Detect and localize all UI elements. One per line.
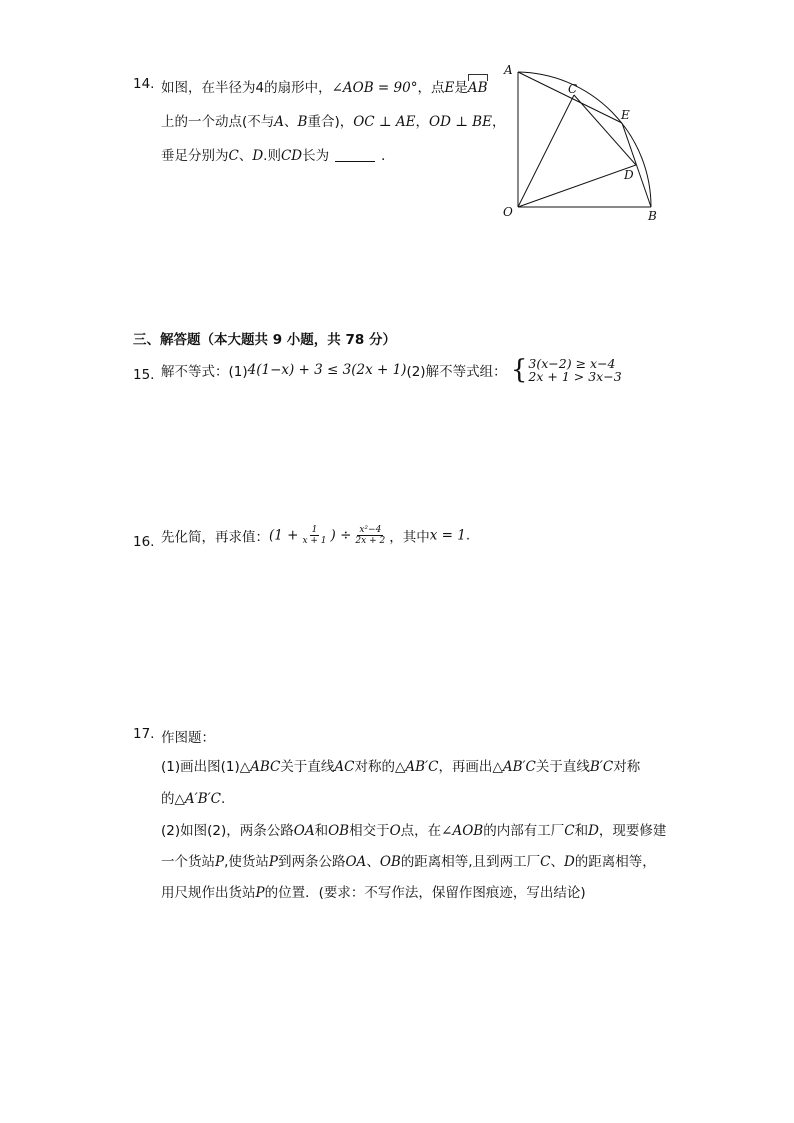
fraction-1: $\frac{1}{x + 1}$: [302, 525, 327, 546]
q17-title: 作图题：: [161, 730, 215, 746]
q17-part2-line2: 一个货站P,使货站P到两条公路OA、OB的距离相等,且到两工厂C、D的距离相等，: [161, 854, 656, 870]
q17-part1-line1: (1)画出图(1)△ABC关于直线AC对称的△AB′C，再画出△AB′C关于直线B′C对称: [161, 759, 641, 775]
q14-line-1: 如图，在半径为4的扇形中，∠AOB = 90°，点E是AB: [161, 74, 488, 96]
label-b: B: [648, 209, 657, 223]
label-e: E: [621, 108, 630, 122]
q16-number: 16.: [133, 534, 155, 550]
section-heading: 三、解答题（本大题共 9 小题，共 78 分）: [133, 332, 396, 348]
q17-part2-line1: (2)如图(2)，两条公路OA和OB相交于O点，在∠AOB的内部有工厂C和D，现要修建: [161, 823, 667, 839]
arc-ab: [518, 72, 651, 207]
sector-figure: [500, 60, 670, 230]
q14-line-3: 垂足分别为C、D.则CD长为 ．: [161, 148, 395, 164]
segment-eb: [622, 123, 651, 207]
fraction-2: $\frac{\text{x²−4}}{2x + 2}$: [355, 525, 386, 546]
answer-blank[interactable]: [335, 149, 375, 162]
q17-number: 17.: [133, 726, 155, 742]
label-c: C: [568, 82, 578, 96]
q16-line: 先化简，再求值：(1 + $\frac{1}{x + 1}$ ) ÷ $\frac{\text{x²−4}}{2x + 2}$ ，其中x = 1.: [161, 525, 471, 546]
label-o: O: [503, 205, 513, 219]
q15-line: 解不等式：(1)4(1−x) + 3 ≤ 3(2x + 1)(2)解不等式组： { 3(x−2) ≥ x−4 2x + 1 > 3x−3: [161, 355, 622, 385]
inequality-system: { 3(x−2) ≥ x−4 2x + 1 > 3x−3: [510, 355, 622, 385]
q17-part1-line2: 的△A′B′C.: [161, 791, 226, 807]
segment-ae: [518, 72, 622, 123]
q14-line-2: 上的一个动点(不与A、B重合)，OC ⊥ AE，OD ⊥ BE，: [161, 114, 506, 130]
q14-number: 14.: [133, 76, 155, 92]
label-d: D: [624, 168, 634, 182]
q17-part2-line3: 用尺规作出货站P的位置．(要求：不写作法，保留作图痕迹，写出结论): [161, 885, 586, 901]
arc-ab-label: AB: [468, 74, 488, 96]
q15-number: 15.: [133, 367, 155, 383]
label-a: A: [504, 63, 513, 77]
